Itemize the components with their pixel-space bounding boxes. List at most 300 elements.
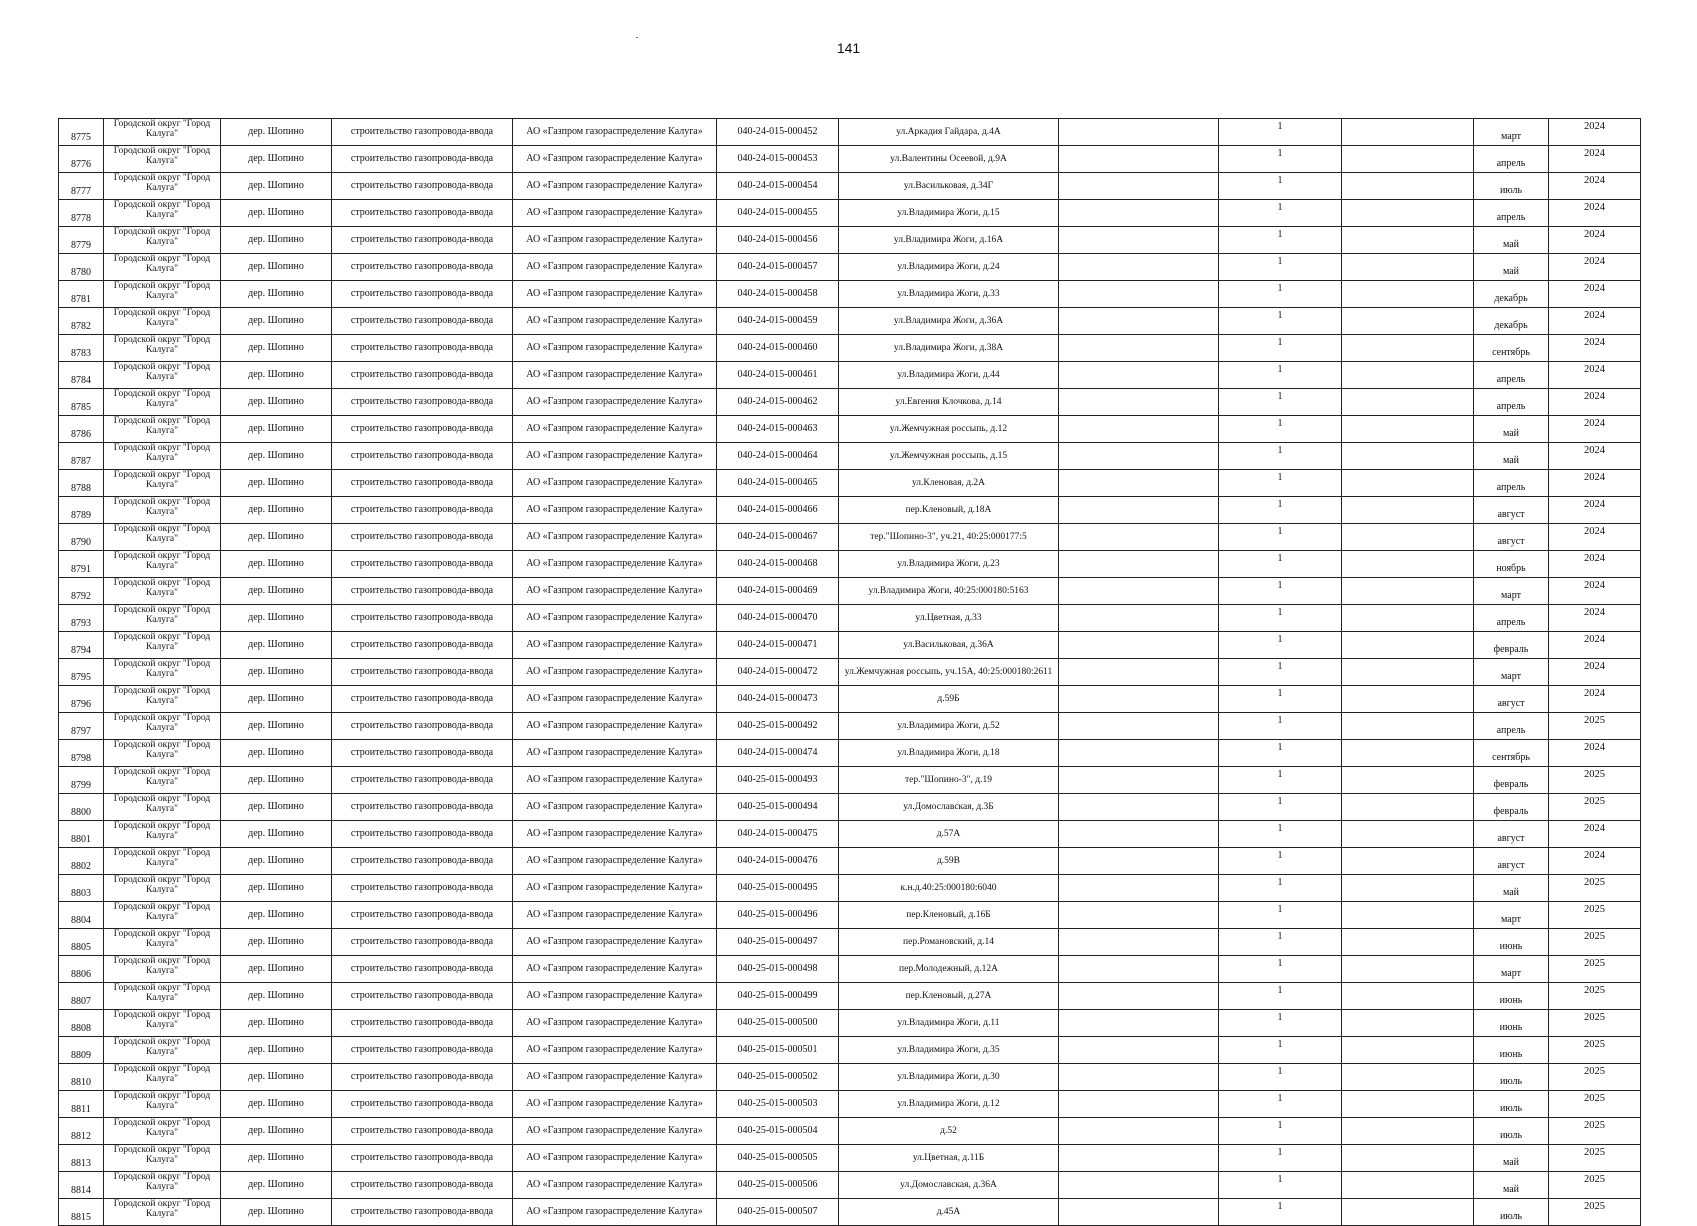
district-cell: Городской округ "Город Калуга" <box>104 929 221 956</box>
table-row <box>59 794 1641 821</box>
address-cell: ул.Евгения Клочкова, д.14 <box>839 389 1059 416</box>
table-row <box>59 821 1641 848</box>
empty-cell <box>1059 497 1219 524</box>
empty-cell <box>1059 281 1219 308</box>
count-cell: 1 <box>1219 632 1342 659</box>
work-type-cell: строительство газопровода-ввода <box>332 308 513 335</box>
work-type-cell: строительство газопровода-ввода <box>332 335 513 362</box>
district-cell: Городской округ "Город Калуга" <box>104 632 221 659</box>
district-cell: Городской округ "Город Калуга" <box>104 200 221 227</box>
work-type-cell: строительство газопровода-ввода <box>332 119 513 146</box>
month-cell: апрель <box>1474 470 1549 497</box>
empty-cell <box>1342 848 1474 875</box>
table-row <box>59 1037 1641 1064</box>
table-row <box>59 416 1641 443</box>
month-cell: май <box>1474 416 1549 443</box>
village-cell: дер. Шопино <box>221 1091 332 1118</box>
table-row <box>59 956 1641 983</box>
count-cell: 1 <box>1219 389 1342 416</box>
object-code-cell: 040-24-015-000474 <box>717 740 839 767</box>
row-number-cell: 8784 <box>59 362 104 389</box>
district-cell: Городской округ "Город Калуга" <box>104 1091 221 1118</box>
gas-pipeline-register-table <box>58 118 1641 1226</box>
address-cell: пер.Кленовый, д.27А <box>839 983 1059 1010</box>
district-cell: Городской округ "Город Калуга" <box>104 1064 221 1091</box>
company-cell: АО «Газпром газораспределение Калуга» <box>513 821 717 848</box>
table-row <box>59 119 1641 146</box>
empty-cell <box>1059 605 1219 632</box>
address-cell: ул.Жемчужная россыпь, д.12 <box>839 416 1059 443</box>
company-cell: АО «Газпром газораспределение Калуга» <box>513 173 717 200</box>
village-cell: дер. Шопино <box>221 443 332 470</box>
empty-cell <box>1059 686 1219 713</box>
company-cell: АО «Газпром газораспределение Калуга» <box>513 524 717 551</box>
company-cell: АО «Газпром газораспределение Калуга» <box>513 254 717 281</box>
table-row <box>59 497 1641 524</box>
count-cell: 1 <box>1219 146 1342 173</box>
object-code-cell: 040-24-015-000454 <box>717 173 839 200</box>
table-row <box>59 929 1641 956</box>
village-cell: дер. Шопино <box>221 821 332 848</box>
company-cell: АО «Газпром газораспределение Калуга» <box>513 794 717 821</box>
village-cell: дер. Шопино <box>221 686 332 713</box>
company-cell: АО «Газпром газораспределение Калуга» <box>513 389 717 416</box>
empty-cell <box>1342 956 1474 983</box>
address-cell: ул.Владимира Жоги, д.30 <box>839 1064 1059 1091</box>
work-type-cell: строительство газопровода-ввода <box>332 524 513 551</box>
object-code-cell: 040-24-015-000475 <box>717 821 839 848</box>
month-cell: сентябрь <box>1474 740 1549 767</box>
empty-cell <box>1059 956 1219 983</box>
district-cell: Городской округ "Город Калуга" <box>104 578 221 605</box>
empty-cell <box>1342 281 1474 308</box>
village-cell: дер. Шопино <box>221 794 332 821</box>
row-number-cell: 8808 <box>59 1010 104 1037</box>
year-cell: 2025 <box>1549 929 1641 956</box>
village-cell: дер. Шопино <box>221 335 332 362</box>
empty-cell <box>1342 362 1474 389</box>
year-cell: 2024 <box>1549 173 1641 200</box>
work-type-cell: строительство газопровода-ввода <box>332 605 513 632</box>
company-cell: АО «Газпром газораспределение Калуга» <box>513 983 717 1010</box>
address-cell: тер."Шопино-3", д.19 <box>839 767 1059 794</box>
object-code-cell: 040-24-015-000464 <box>717 443 839 470</box>
year-cell: 2024 <box>1549 578 1641 605</box>
village-cell: дер. Шопино <box>221 497 332 524</box>
work-type-cell: строительство газопровода-ввода <box>332 1118 513 1145</box>
table-row <box>59 713 1641 740</box>
empty-cell <box>1342 335 1474 362</box>
table-row <box>59 1091 1641 1118</box>
year-cell: 2024 <box>1549 551 1641 578</box>
empty-cell <box>1342 632 1474 659</box>
address-cell: ул.Владимира Жоги, д.23 <box>839 551 1059 578</box>
month-cell: июнь <box>1474 929 1549 956</box>
month-cell: февраль <box>1474 767 1549 794</box>
district-cell: Городской округ "Город Калуга" <box>104 659 221 686</box>
empty-cell <box>1342 1010 1474 1037</box>
address-cell: ул.Аркадия Гайдара, д.4А <box>839 119 1059 146</box>
district-cell: Городской округ "Город Калуга" <box>104 416 221 443</box>
row-number-cell: 8802 <box>59 848 104 875</box>
village-cell: дер. Шопино <box>221 1145 332 1172</box>
district-cell: Городской округ "Город Калуга" <box>104 119 221 146</box>
scan-speck <box>636 37 638 38</box>
company-cell: АО «Газпром газораспределение Калуга» <box>513 578 717 605</box>
work-type-cell: строительство газопровода-ввода <box>332 659 513 686</box>
month-cell: август <box>1474 497 1549 524</box>
row-number-cell: 8785 <box>59 389 104 416</box>
address-cell: д.45А <box>839 1199 1059 1226</box>
village-cell: дер. Шопино <box>221 173 332 200</box>
village-cell: дер. Шопино <box>221 551 332 578</box>
row-number-cell: 8787 <box>59 443 104 470</box>
company-cell: АО «Газпром газораспределение Калуга» <box>513 686 717 713</box>
work-type-cell: строительство газопровода-ввода <box>332 1064 513 1091</box>
work-type-cell: строительство газопровода-ввода <box>332 740 513 767</box>
row-number-cell: 8781 <box>59 281 104 308</box>
empty-cell <box>1059 632 1219 659</box>
empty-cell <box>1342 659 1474 686</box>
district-cell: Городской округ "Город Калуга" <box>104 551 221 578</box>
address-cell: ул.Васильковая, д.36А <box>839 632 1059 659</box>
table-row <box>59 983 1641 1010</box>
count-cell: 1 <box>1219 497 1342 524</box>
address-cell: ул.Кленовая, д.2А <box>839 470 1059 497</box>
table-row <box>59 524 1641 551</box>
row-number-cell: 8798 <box>59 740 104 767</box>
object-code-cell: 040-24-015-000452 <box>717 119 839 146</box>
year-cell: 2025 <box>1549 713 1641 740</box>
count-cell: 1 <box>1219 578 1342 605</box>
row-number-cell: 8779 <box>59 227 104 254</box>
month-cell: июнь <box>1474 1010 1549 1037</box>
year-cell: 2025 <box>1549 1037 1641 1064</box>
row-number-cell: 8811 <box>59 1091 104 1118</box>
table-row <box>59 227 1641 254</box>
empty-cell <box>1059 983 1219 1010</box>
address-cell: ул.Владимира Жоги, д.15 <box>839 200 1059 227</box>
month-cell: декабрь <box>1474 281 1549 308</box>
month-cell: май <box>1474 875 1549 902</box>
address-cell: пер.Кленовый, д.18А <box>839 497 1059 524</box>
year-cell: 2024 <box>1549 821 1641 848</box>
work-type-cell: строительство газопровода-ввода <box>332 254 513 281</box>
row-number-cell: 8791 <box>59 551 104 578</box>
work-type-cell: строительство газопровода-ввода <box>332 686 513 713</box>
district-cell: Городской округ "Город Калуга" <box>104 1037 221 1064</box>
month-cell: июль <box>1474 173 1549 200</box>
object-code-cell: 040-24-015-000471 <box>717 632 839 659</box>
company-cell: АО «Газпром газораспределение Калуга» <box>513 470 717 497</box>
village-cell: дер. Шопино <box>221 632 332 659</box>
district-cell: Городской округ "Город Калуга" <box>104 983 221 1010</box>
village-cell: дер. Шопино <box>221 227 332 254</box>
object-code-cell: 040-25-015-000501 <box>717 1037 839 1064</box>
company-cell: АО «Газпром газораспределение Калуга» <box>513 929 717 956</box>
district-cell: Городской округ "Город Калуга" <box>104 443 221 470</box>
company-cell: АО «Газпром газораспределение Калуга» <box>513 443 717 470</box>
address-cell: д.59Б <box>839 686 1059 713</box>
count-cell: 1 <box>1219 173 1342 200</box>
table-body <box>59 119 1641 1226</box>
count-cell: 1 <box>1219 740 1342 767</box>
address-cell: ул.Домославская, д.36А <box>839 1172 1059 1199</box>
year-cell: 2024 <box>1549 659 1641 686</box>
district-cell: Городской округ "Город Калуга" <box>104 713 221 740</box>
year-cell: 2024 <box>1549 227 1641 254</box>
empty-cell <box>1342 929 1474 956</box>
row-number-cell: 8807 <box>59 983 104 1010</box>
village-cell: дер. Шопино <box>221 389 332 416</box>
table-row <box>59 578 1641 605</box>
work-type-cell: строительство газопровода-ввода <box>332 983 513 1010</box>
count-cell: 1 <box>1219 254 1342 281</box>
empty-cell <box>1059 848 1219 875</box>
company-cell: АО «Газпром газораспределение Калуга» <box>513 1118 717 1145</box>
empty-cell <box>1342 1064 1474 1091</box>
company-cell: АО «Газпром газораспределение Калуга» <box>513 308 717 335</box>
count-cell: 1 <box>1219 929 1342 956</box>
object-code-cell: 040-25-015-000503 <box>717 1091 839 1118</box>
district-cell: Городской округ "Город Калуга" <box>104 335 221 362</box>
company-cell: АО «Газпром газораспределение Калуга» <box>513 497 717 524</box>
month-cell: март <box>1474 659 1549 686</box>
empty-cell <box>1342 983 1474 1010</box>
page-number: 141 <box>836 40 861 56</box>
year-cell: 2025 <box>1549 1091 1641 1118</box>
empty-cell <box>1342 173 1474 200</box>
count-cell: 1 <box>1219 470 1342 497</box>
row-number-cell: 8792 <box>59 578 104 605</box>
village-cell: дер. Шопино <box>221 848 332 875</box>
row-number-cell: 8813 <box>59 1145 104 1172</box>
address-cell: ул.Владимира Жоги, д.36А <box>839 308 1059 335</box>
empty-cell <box>1059 1118 1219 1145</box>
company-cell: АО «Газпром газораспределение Калуга» <box>513 605 717 632</box>
work-type-cell: строительство газопровода-ввода <box>332 1199 513 1226</box>
table-row <box>59 254 1641 281</box>
work-type-cell: строительство газопровода-ввода <box>332 1145 513 1172</box>
year-cell: 2025 <box>1549 1010 1641 1037</box>
count-cell: 1 <box>1219 551 1342 578</box>
month-cell: февраль <box>1474 794 1549 821</box>
object-code-cell: 040-24-015-000470 <box>717 605 839 632</box>
row-number-cell: 8789 <box>59 497 104 524</box>
object-code-cell: 040-24-015-000473 <box>717 686 839 713</box>
month-cell: март <box>1474 119 1549 146</box>
month-cell: апрель <box>1474 605 1549 632</box>
company-cell: АО «Газпром газораспределение Калуга» <box>513 1172 717 1199</box>
company-cell: АО «Газпром газораспределение Калуга» <box>513 1064 717 1091</box>
count-cell: 1 <box>1219 686 1342 713</box>
work-type-cell: строительство газопровода-ввода <box>332 578 513 605</box>
count-cell: 1 <box>1219 524 1342 551</box>
empty-cell <box>1059 254 1219 281</box>
empty-cell <box>1342 686 1474 713</box>
village-cell: дер. Шопино <box>221 929 332 956</box>
empty-cell <box>1342 470 1474 497</box>
month-cell: август <box>1474 686 1549 713</box>
object-code-cell: 040-24-015-000457 <box>717 254 839 281</box>
object-code-cell: 040-24-015-000467 <box>717 524 839 551</box>
company-cell: АО «Газпром газораспределение Калуга» <box>513 1091 717 1118</box>
district-cell: Городской округ "Город Калуга" <box>104 740 221 767</box>
district-cell: Городской округ "Город Калуга" <box>104 1010 221 1037</box>
work-type-cell: строительство газопровода-ввода <box>332 713 513 740</box>
month-cell: февраль <box>1474 632 1549 659</box>
address-cell: пер.Молодежный, д.12А <box>839 956 1059 983</box>
company-cell: АО «Газпром газораспределение Калуга» <box>513 227 717 254</box>
empty-cell <box>1059 740 1219 767</box>
empty-cell <box>1342 578 1474 605</box>
table-row <box>59 173 1641 200</box>
district-cell: Городской округ "Город Калуга" <box>104 281 221 308</box>
company-cell: АО «Газпром газораспределение Калуга» <box>513 146 717 173</box>
work-type-cell: строительство газопровода-ввода <box>332 1091 513 1118</box>
work-type-cell: строительство газопровода-ввода <box>332 146 513 173</box>
month-cell: апрель <box>1474 713 1549 740</box>
count-cell: 1 <box>1219 956 1342 983</box>
work-type-cell: строительство газопровода-ввода <box>332 848 513 875</box>
village-cell: дер. Шопино <box>221 416 332 443</box>
table-row <box>59 659 1641 686</box>
object-code-cell: 040-24-015-000453 <box>717 146 839 173</box>
address-cell: ул.Владимира Жоги, д.33 <box>839 281 1059 308</box>
empty-cell <box>1059 173 1219 200</box>
empty-cell <box>1059 875 1219 902</box>
year-cell: 2024 <box>1549 281 1641 308</box>
count-cell: 1 <box>1219 1172 1342 1199</box>
district-cell: Городской округ "Город Калуга" <box>104 146 221 173</box>
village-cell: дер. Шопино <box>221 254 332 281</box>
object-code-cell: 040-25-015-000496 <box>717 902 839 929</box>
row-number-cell: 8801 <box>59 821 104 848</box>
company-cell: АО «Газпром газораспределение Калуга» <box>513 281 717 308</box>
year-cell: 2024 <box>1549 362 1641 389</box>
year-cell: 2025 <box>1549 767 1641 794</box>
row-number-cell: 8815 <box>59 1199 104 1226</box>
address-cell: пер.Кленовый, д.16Б <box>839 902 1059 929</box>
district-cell: Городской округ "Город Калуга" <box>104 821 221 848</box>
table-row <box>59 1064 1641 1091</box>
year-cell: 2025 <box>1549 794 1641 821</box>
empty-cell <box>1342 416 1474 443</box>
work-type-cell: строительство газопровода-ввода <box>332 443 513 470</box>
work-type-cell: строительство газопровода-ввода <box>332 1037 513 1064</box>
empty-cell <box>1059 821 1219 848</box>
address-cell: ул.Владимира Жоги, д.38А <box>839 335 1059 362</box>
work-type-cell: строительство газопровода-ввода <box>332 173 513 200</box>
object-code-cell: 040-24-015-000472 <box>717 659 839 686</box>
year-cell: 2024 <box>1549 335 1641 362</box>
object-code-cell: 040-24-015-000458 <box>717 281 839 308</box>
object-code-cell: 040-24-015-000456 <box>717 227 839 254</box>
district-cell: Городской округ "Город Калуга" <box>104 605 221 632</box>
address-cell: д.57А <box>839 821 1059 848</box>
empty-cell <box>1342 497 1474 524</box>
empty-cell <box>1059 389 1219 416</box>
empty-cell <box>1059 578 1219 605</box>
empty-cell <box>1342 1091 1474 1118</box>
company-cell: АО «Газпром газораспределение Калуга» <box>513 740 717 767</box>
district-cell: Городской округ "Город Калуга" <box>104 686 221 713</box>
company-cell: АО «Газпром газораспределение Калуга» <box>513 362 717 389</box>
row-number-cell: 8790 <box>59 524 104 551</box>
district-cell: Городской округ "Город Калуга" <box>104 875 221 902</box>
object-code-cell: 040-24-015-000459 <box>717 308 839 335</box>
village-cell: дер. Шопино <box>221 146 332 173</box>
row-number-cell: 8796 <box>59 686 104 713</box>
year-cell: 2025 <box>1549 1172 1641 1199</box>
address-cell: ул.Домославская, д.3Б <box>839 794 1059 821</box>
month-cell: апрель <box>1474 146 1549 173</box>
company-cell: АО «Газпром газораспределение Калуга» <box>513 416 717 443</box>
year-cell: 2025 <box>1549 956 1641 983</box>
village-cell: дер. Шопино <box>221 1010 332 1037</box>
object-code-cell: 040-25-015-000502 <box>717 1064 839 1091</box>
district-cell: Городской округ "Город Калуга" <box>104 848 221 875</box>
table-row <box>59 1172 1641 1199</box>
district-cell: Городской округ "Город Калуга" <box>104 389 221 416</box>
object-code-cell: 040-24-015-000476 <box>717 848 839 875</box>
count-cell: 1 <box>1219 659 1342 686</box>
district-cell: Городской округ "Город Калуга" <box>104 524 221 551</box>
empty-cell <box>1059 362 1219 389</box>
company-cell: АО «Газпром газораспределение Калуга» <box>513 1199 717 1226</box>
row-number-cell: 8782 <box>59 308 104 335</box>
empty-cell <box>1059 1199 1219 1226</box>
year-cell: 2025 <box>1549 1118 1641 1145</box>
object-code-cell: 040-24-015-000463 <box>717 416 839 443</box>
table-row <box>59 605 1641 632</box>
work-type-cell: строительство газопровода-ввода <box>332 200 513 227</box>
count-cell: 1 <box>1219 821 1342 848</box>
company-cell: АО «Газпром газораспределение Калуга» <box>513 875 717 902</box>
work-type-cell: строительство газопровода-ввода <box>332 389 513 416</box>
table-row <box>59 875 1641 902</box>
count-cell: 1 <box>1219 119 1342 146</box>
empty-cell <box>1342 605 1474 632</box>
empty-cell <box>1059 416 1219 443</box>
company-cell: АО «Газпром газораспределение Калуга» <box>513 335 717 362</box>
empty-cell <box>1059 200 1219 227</box>
company-cell: АО «Газпром газораспределение Калуга» <box>513 632 717 659</box>
row-number-cell: 8800 <box>59 794 104 821</box>
company-cell: АО «Газпром газораспределение Калуга» <box>513 1010 717 1037</box>
year-cell: 2024 <box>1549 416 1641 443</box>
month-cell: август <box>1474 524 1549 551</box>
row-number-cell: 8776 <box>59 146 104 173</box>
village-cell: дер. Шопино <box>221 524 332 551</box>
month-cell: май <box>1474 254 1549 281</box>
object-code-cell: 040-24-015-000455 <box>717 200 839 227</box>
village-cell: дер. Шопино <box>221 659 332 686</box>
village-cell: дер. Шопино <box>221 1118 332 1145</box>
work-type-cell: строительство газопровода-ввода <box>332 416 513 443</box>
village-cell: дер. Шопино <box>221 605 332 632</box>
row-number-cell: 8804 <box>59 902 104 929</box>
row-number-cell: 8777 <box>59 173 104 200</box>
company-cell: АО «Газпром газораспределение Калуга» <box>513 713 717 740</box>
empty-cell <box>1342 902 1474 929</box>
object-code-cell: 040-24-015-000465 <box>717 470 839 497</box>
work-type-cell: строительство газопровода-ввода <box>332 551 513 578</box>
address-cell: ул.Цветная, д.33 <box>839 605 1059 632</box>
village-cell: дер. Шопино <box>221 902 332 929</box>
table-row <box>59 200 1641 227</box>
year-cell: 2024 <box>1549 632 1641 659</box>
